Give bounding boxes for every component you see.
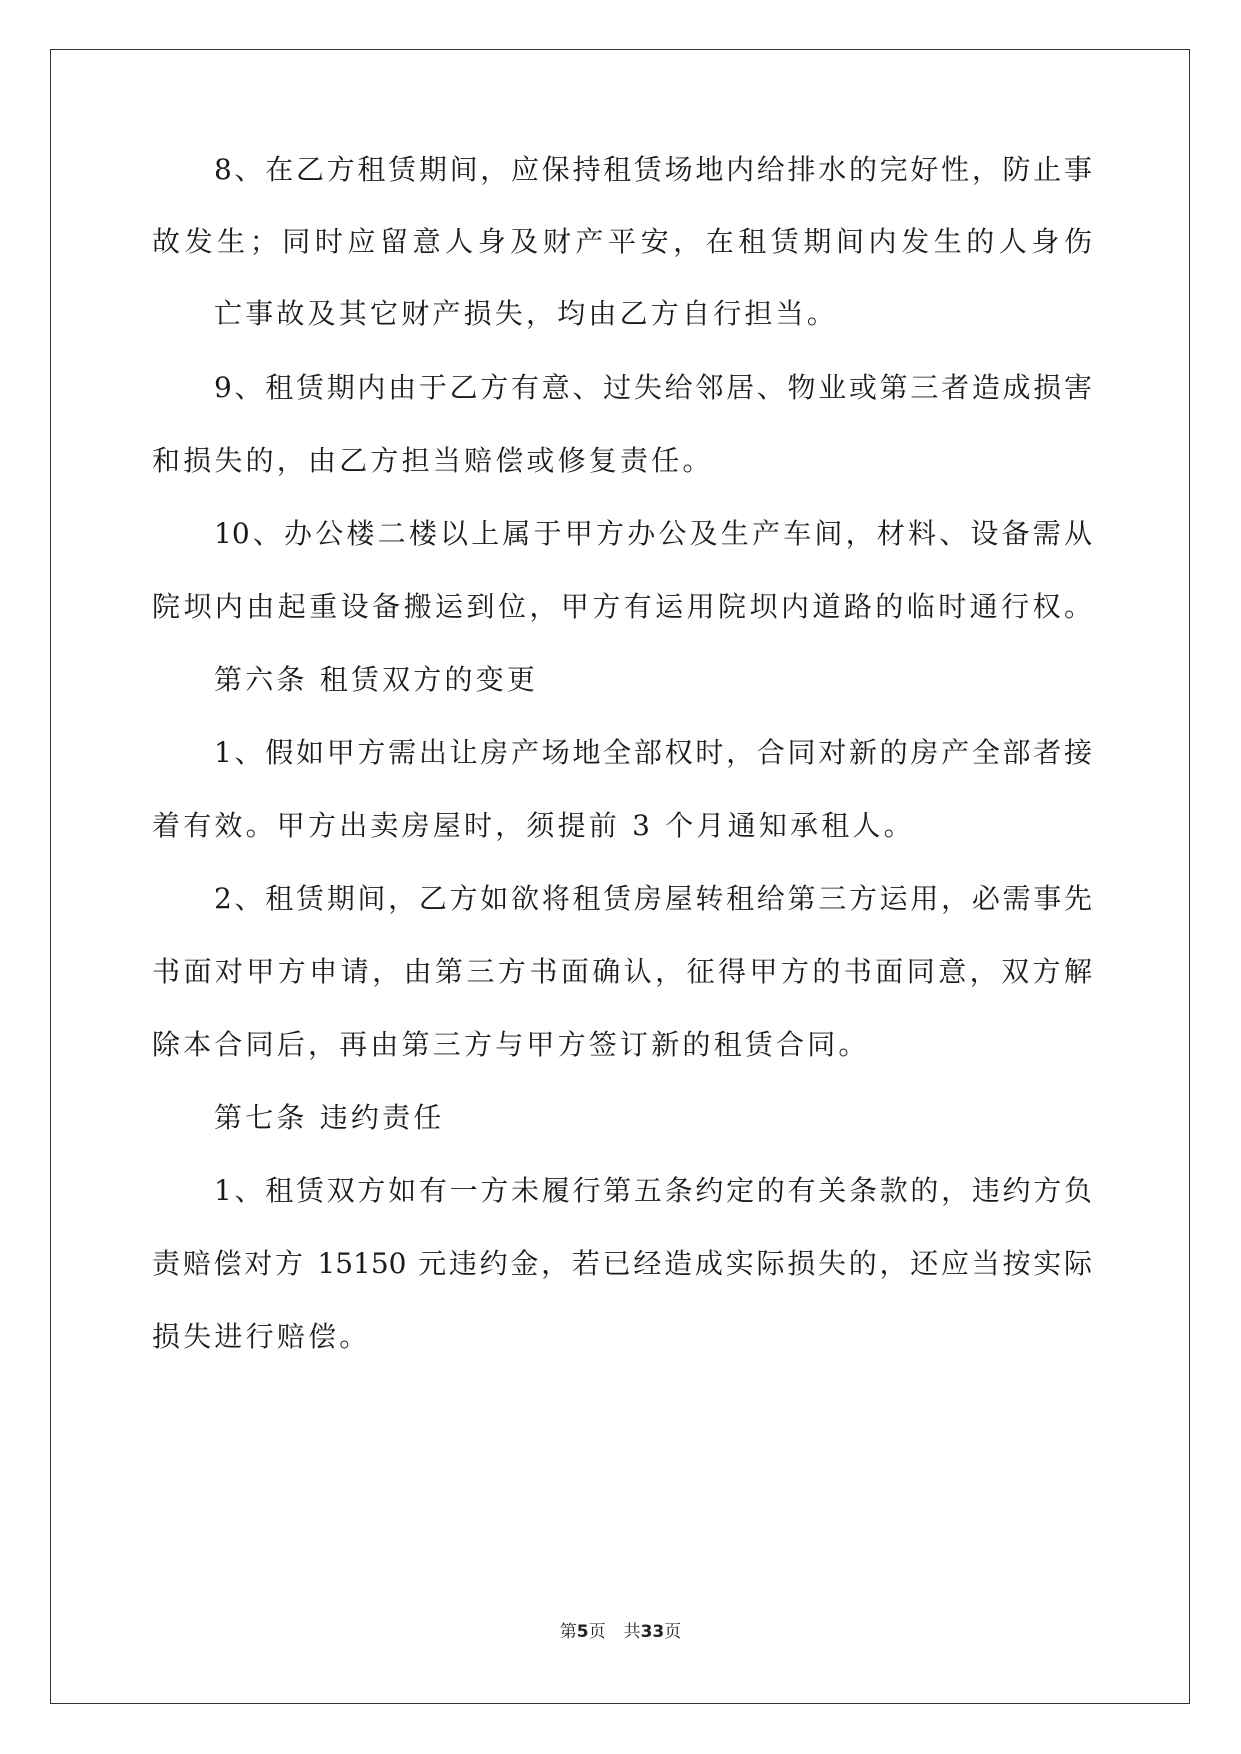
paragraph-line: 亡事故及其它财产损失，均由乙方自行担当。 <box>214 297 839 330</box>
paragraph-line: 除本合同后，再由第三方与甲方签订新的租赁合同。 <box>152 1028 870 1061</box>
footer-total-suffix: 页 <box>664 1622 682 1642</box>
paragraph-line: 院坝内由起重设备搬运到位，甲方有运用院坝内道路的临时通行权。 <box>152 590 1092 623</box>
paragraph-line: 和损失的，由乙方担当赔偿或修复责任。 <box>152 444 714 477</box>
page-number: 5 <box>576 1622 589 1642</box>
paragraph-line: 1、租赁双方如有一方未履行第五条约定的有关条款的，违约方负 <box>214 1174 1092 1207</box>
total-pages: 33 <box>640 1622 665 1642</box>
section-heading: 第六条 租赁双方的变更 <box>214 663 539 696</box>
paragraph-line: 2、租赁期间，乙方如欲将租赁房屋转租给第三方运用，必需事先 <box>214 882 1092 915</box>
footer-page-suffix: 页 <box>588 1622 606 1642</box>
footer-prefix: 第 <box>559 1622 577 1642</box>
paragraph-line: 责赔偿对方 15150 元违约金，若已经造成实际损失的，还应当按实际 <box>152 1247 1092 1280</box>
paragraph-line: 9、租赁期内由于乙方有意、过失给邻居、物业或第三者造成损害 <box>214 371 1092 404</box>
paragraph-line: 书面对甲方申请，由第三方书面确认，征得甲方的书面同意，双方解 <box>152 955 1092 988</box>
page-footer <box>0 1620 1241 1644</box>
paragraph-line: 故发生；同时应留意人身及财产平安，在租赁期间内发生的人身伤 <box>152 225 1092 258</box>
paragraph-line: 损失进行赔偿。 <box>152 1320 371 1353</box>
section-heading: 第七条 违约责任 <box>214 1101 445 1134</box>
footer-total-prefix: 共 <box>623 1622 641 1642</box>
paragraph-line: 10、办公楼二楼以上属于甲方办公及生产车间，材料、设备需从 <box>214 517 1092 550</box>
paragraph-line: 8、在乙方租赁期间，应保持租赁场地内给排水的完好性，防止事 <box>214 153 1092 186</box>
paragraph-line: 着有效。甲方出卖房屋时，须提前 3 个月通知承租人。 <box>152 809 915 842</box>
paragraph-line: 1、假如甲方需出让房产场地全部权时，合同对新的房产全部者接 <box>214 736 1092 769</box>
